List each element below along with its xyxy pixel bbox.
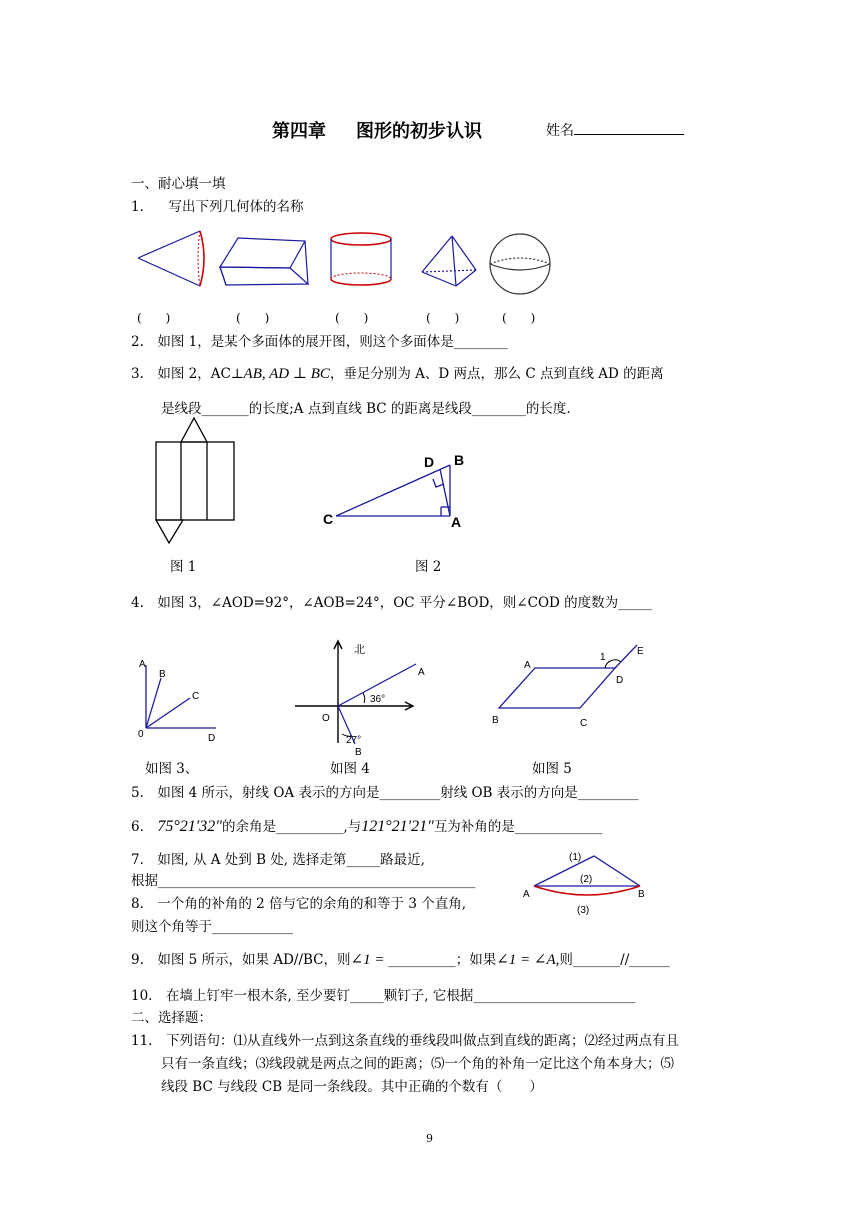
q6-mid: 的余角是__________,与 xyxy=(221,819,362,835)
fig5-label-b: B xyxy=(492,715,499,726)
answer-paren-3[interactable]: ( ) xyxy=(335,311,369,325)
q9-math1: ∠1 = xyxy=(350,952,389,968)
path-label-1: (1) xyxy=(569,852,582,863)
fig2-label-d: D xyxy=(424,454,435,470)
q3-line2: 是线段_______的长度;A 点到直线 BC 的距离是线段________的长度. xyxy=(161,401,571,417)
paths-figure xyxy=(518,844,653,919)
figure-4-compass xyxy=(290,638,430,758)
prism-shape xyxy=(220,238,308,285)
fig2-label-a: A xyxy=(451,514,462,530)
q11-line1: 11. 下列语句：⑴从直线外一点到这条直线的垂线段叫做点到直线的距离；⑵经过两点有且 xyxy=(131,1033,679,1049)
fig3-label-d: D xyxy=(208,733,216,744)
solids-figure xyxy=(130,222,570,307)
page-number: 9 xyxy=(426,1132,433,1145)
figure-2-triangle xyxy=(320,450,480,535)
q1-num: 1. xyxy=(131,199,144,215)
q6-prefix: 6. xyxy=(131,819,158,835)
name-field xyxy=(546,120,684,140)
sphere-shape xyxy=(490,234,550,294)
q6-angle2: 121°21′21″ xyxy=(361,818,434,835)
q9-math2: ∠1 = ∠A, xyxy=(496,952,560,968)
fig3-caption: 如图 3、 xyxy=(145,761,199,777)
q3-line1 xyxy=(131,365,664,383)
q6 xyxy=(131,818,603,836)
q7-line1: 7. 如图, 从 A 处到 B 处, 选择走第_____路最近, xyxy=(131,852,425,868)
page-title xyxy=(272,117,482,143)
fig3-label-c: C xyxy=(192,691,200,702)
q9 xyxy=(131,951,670,969)
path-label-2: (2) xyxy=(580,874,593,885)
path-label-a: A xyxy=(523,889,530,900)
fig5-label-d: D xyxy=(616,675,624,686)
chapter-title: 图形的初步认识 xyxy=(356,121,482,142)
fig4-label-angle27: 27° xyxy=(346,735,362,746)
q3-suffix: ，垂足分别为 A、D 两点，那么 C 点到直线 AD 的距离 xyxy=(329,366,664,382)
fig4-label-a: A xyxy=(418,667,425,678)
q8-line2: 则这个角等于____________ xyxy=(131,919,293,935)
cone-shape xyxy=(138,231,204,286)
fig5-label-e: E xyxy=(637,646,644,657)
chapter-label: 第四章 xyxy=(272,121,326,142)
q9-mid: ；如果 xyxy=(455,952,497,968)
path-label-3: (3) xyxy=(577,905,590,916)
fig3-label-b: B xyxy=(159,669,166,680)
q1-text: 写出下列几何体的名称 xyxy=(168,199,304,215)
fig5-caption: 如图 5 xyxy=(532,761,572,777)
answer-paren-2[interactable]: ( ) xyxy=(236,311,270,325)
q9-prefix: 9. 如图 5 所示，如果 AD//BC，则 xyxy=(131,952,351,968)
answer-paren-5[interactable]: ( ) xyxy=(502,311,536,325)
q6-angle1: 75°21′32″ xyxy=(157,818,222,835)
fig4-label-north: 北 xyxy=(354,644,365,656)
q9-suffix: 则_______//______ xyxy=(559,952,670,968)
path-label-b: B xyxy=(638,889,645,900)
section2-title: 二、选择题： xyxy=(131,1010,212,1026)
fig1-caption: 图 1 xyxy=(170,559,197,575)
answer-paren-4[interactable]: ( ) xyxy=(426,311,460,325)
fig2-caption: 图 2 xyxy=(415,559,442,575)
q5: 5. 如图 4 所示，射线 OA 表示的方向是_________射线 OB 表示的方向是_________ xyxy=(131,785,639,801)
q8-line1: 8. 一个角的补角的 2 倍与它的余角的和等于 3 个直角, xyxy=(131,896,467,912)
figure-1-net xyxy=(150,415,245,550)
answer-paren-1[interactable]: ( ) xyxy=(137,311,171,325)
q3-prefix: 3. 如图 2，AC⊥ xyxy=(131,366,244,382)
fig4-label-o: O xyxy=(322,713,330,724)
fig4-label-b: B xyxy=(355,747,362,758)
fig2-label-c: C xyxy=(323,511,334,527)
q2: 2. 如图 1，是某个多面体的展开图，则这个多面体是________ xyxy=(131,334,508,350)
name-blank[interactable] xyxy=(574,120,684,135)
fig3-label-o: 0 xyxy=(138,729,144,740)
pyramid-shape xyxy=(422,236,476,286)
q11-line3: 线段 BC 与线段 CB 是同一条线段。其中正确的个数有（ ） xyxy=(161,1079,543,1095)
fig4-caption: 如图 4 xyxy=(330,761,370,777)
fig5-label-1: 1 xyxy=(600,652,606,663)
q11-line2: 只有一条直线；⑶线段就是两点之间的距离；⑸一个角的补角一定比这个角本身大；⑸ xyxy=(161,1056,674,1072)
figure-5-parallelogram xyxy=(485,640,665,735)
fig5-label-a: A xyxy=(524,660,531,671)
fig5-label-c: C xyxy=(580,718,588,729)
fig3-label-a: A xyxy=(139,659,146,670)
q6-suffix: 互为补角的是_____________ xyxy=(433,819,603,835)
q4: 4. 如图 3，∠AOD=92°，∠AOB=24°，OC 平分∠BOD，则∠COD 的度数为_____ xyxy=(131,595,652,611)
q3-math: AB, AD ⊥ BC xyxy=(243,366,330,382)
q7-line2: 根据_______________________________________________ xyxy=(131,873,476,889)
fig2-label-b: B xyxy=(454,452,465,468)
q9-blank1: __________ xyxy=(388,952,456,968)
name-label: 姓名 xyxy=(546,123,574,139)
fig4-label-angle36: 36° xyxy=(370,694,386,705)
section1-title: 一、耐心填一填 xyxy=(131,176,226,192)
q1 xyxy=(131,198,303,216)
cylinder-shape xyxy=(331,233,391,285)
q10: 10. 在墙上钉牢一根木条, 至少要钉_____颗钉子, 它根据________________________ xyxy=(131,988,636,1004)
figure-3-angles xyxy=(130,655,230,745)
